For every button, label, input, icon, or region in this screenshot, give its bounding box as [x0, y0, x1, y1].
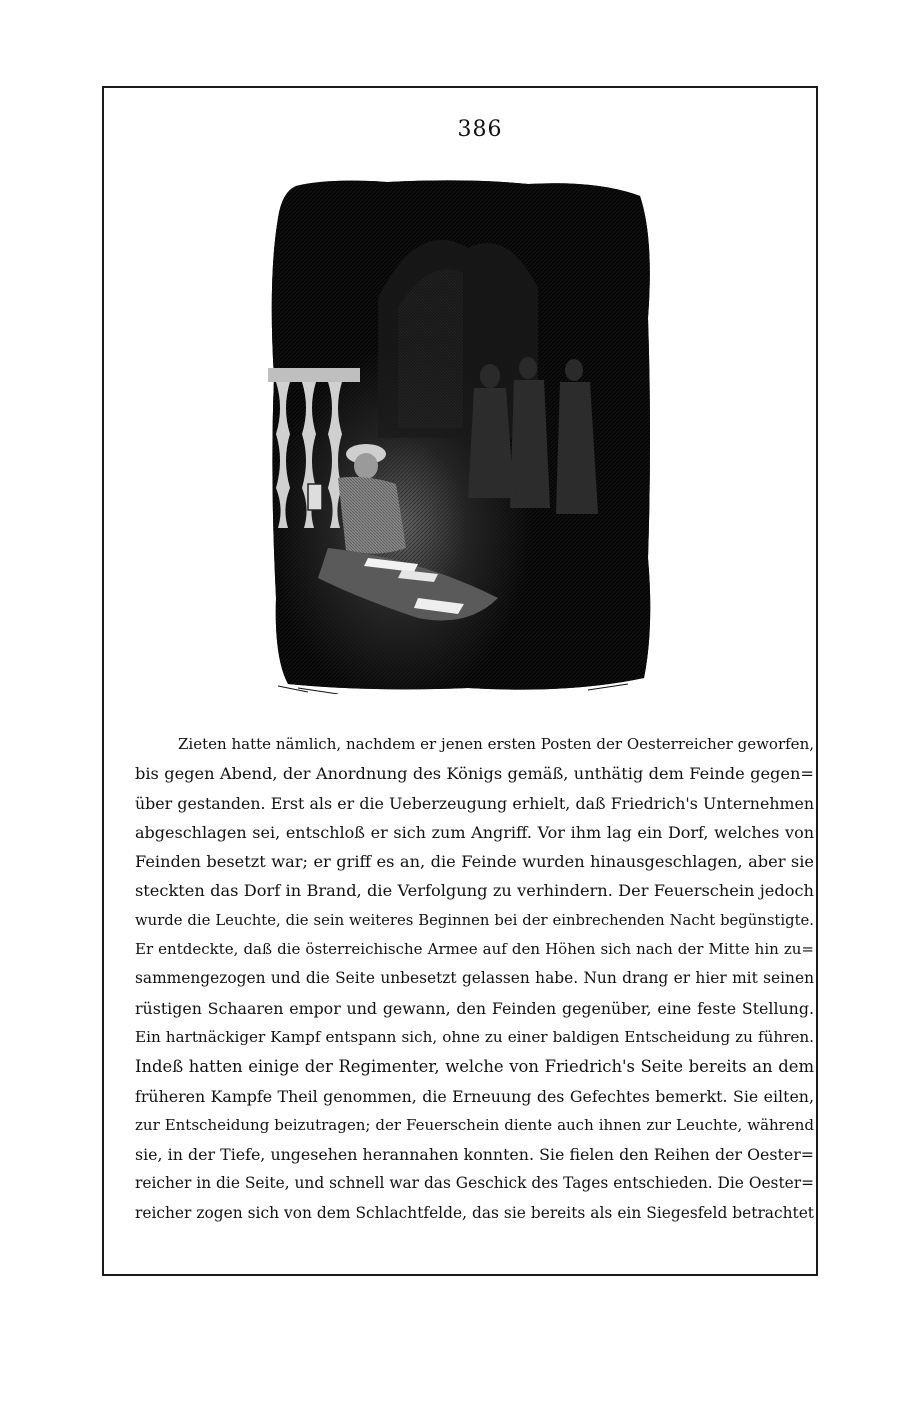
page-number: 386	[457, 117, 503, 142]
text-line: bis gegen Abend, der Anordnung des Königs gemäß, unthätig dem Feinde gegen=	[135, 764, 814, 784]
body-text	[135, 730, 814, 1228]
engraving-illustration	[268, 178, 654, 694]
engraving-night-scene-icon	[268, 178, 654, 694]
text-line: reicher zogen sich von dem Schlachtfelde, das sie bereits als ein Siegesfeld betrachtet	[135, 1203, 814, 1222]
text-line: Indeß hatten einige der Regimenter, welche von Friedrich's Seite bereits an dem	[135, 1057, 814, 1077]
text-line: Feinden besetzt war; er griff es an, die Feinde wurden hinausgeschlagen, aber sie	[135, 852, 814, 872]
text-line: abgeschlagen sei, entschloß er sich zum Angriff. Vor ihm lag ein Dorf, welches von	[135, 822, 814, 842]
text-line: rüstigen Schaaren empor und gewann, den Feinden gegenüber, eine feste Stellung.	[135, 998, 814, 1018]
text-line: Er entdeckte, daß die österreichische Armee auf den Höhen sich nach der Mitte hin zu=	[135, 940, 814, 959]
text-line: reicher in die Seite, und schnell war das Geschick des Tages entschieden. Die Oester=	[135, 1174, 814, 1193]
text-line: sie, in der Tiefe, ungesehen herannahen konnten. Sie fielen den Reihen der Oester=	[135, 1145, 814, 1165]
text-line: sammengezogen und die Seite unbesetzt gelassen habe. Nun drang er hier mit seinen	[135, 969, 814, 988]
text-line: über gestanden. Erst als er die Ueberzeugung erhielt, daß Friedrich's Unternehmen	[135, 793, 814, 813]
text-line: früheren Kampfe Theil genommen, die Erneuung des Gefechtes bemerkt. Sie eilten,	[135, 1086, 814, 1106]
text-line: steckten das Dorf in Brand, die Verfolgung zu verhindern. Der Feuerschein jedoch	[135, 881, 814, 901]
text-line: zur Entscheidung beizutragen; der Feuerschein diente auch ihnen zur Leuchte, während	[135, 1115, 814, 1134]
text-line: wurde die Leuchte, die sein weiteres Beginnen bei der einbrechenden Nacht begünstigte.	[135, 911, 814, 929]
text-line: Ein hartnäckiger Kampf entspann sich, ohne zu einer baldigen Entscheidung zu führen.	[135, 1027, 814, 1046]
text-line: Zieten hatte nämlich, nachdem er jenen ersten Posten der Oesterreicher geworfen,	[178, 735, 814, 753]
